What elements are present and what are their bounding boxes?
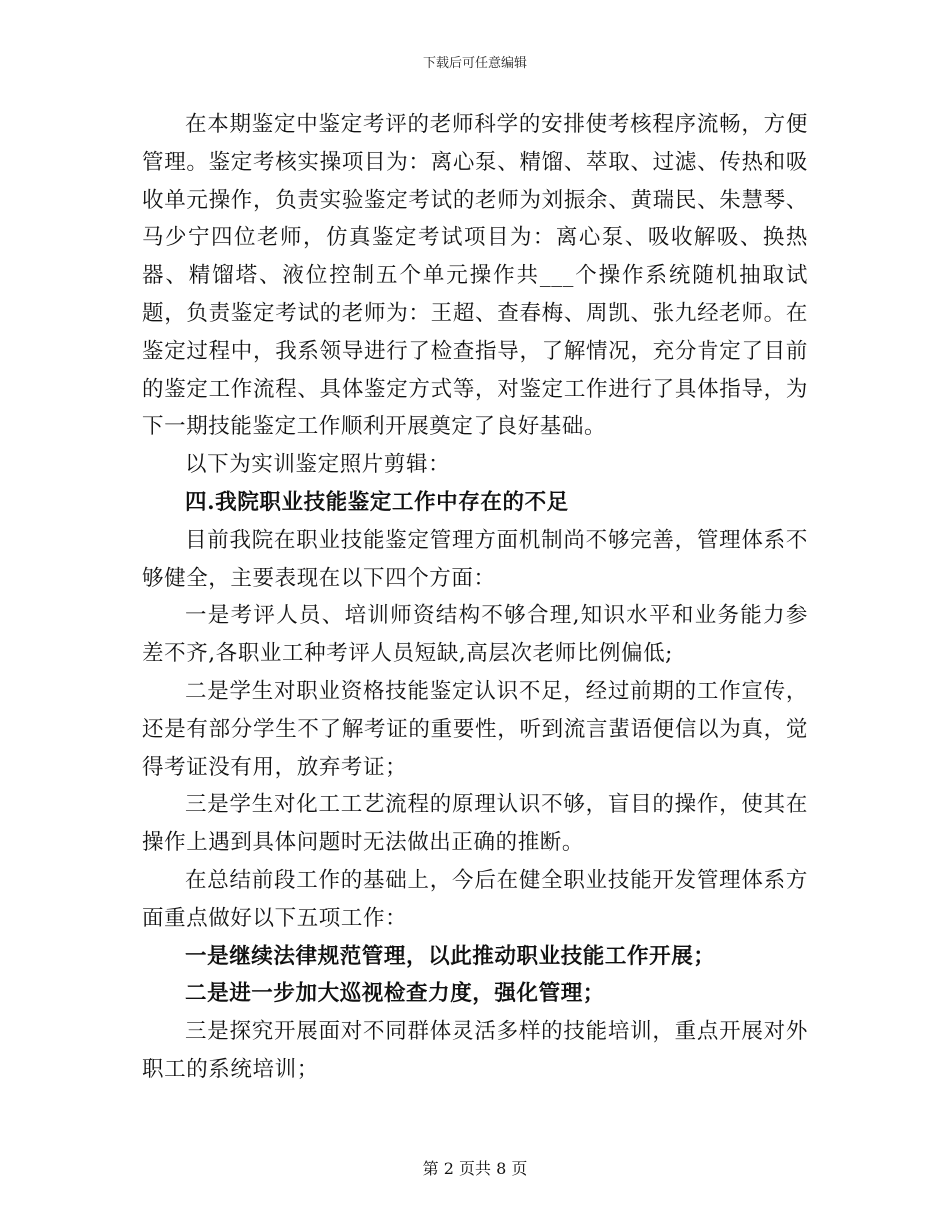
paragraph-future-work-intro: 在总结前段工作的基础上，今后在健全职业技能开发管理体系方面重点做好以下五项工作： [142,867,808,931]
paragraph-exam-arrangement: 在本期鉴定中鉴定考评的老师科学的安排使考核程序流畅，方便管理。鉴定考核实操项目为：离心泵、精馏、萃取、过滤、传热和吸收单元操作，负责实验鉴定考试的老师为刘振余、黄瑞民、朱慧琴、马少宁四位老师，仿真鉴定考试项目为：离心泵、吸收解吸、换热器、精馏塔、液位控制五个单元操作共___个操作系统随机抽取试题，负责鉴定考试的老师为：王超、查春梅、周凯、张九经老师。在鉴定过程中，我系领导进行了检查指导，了解情况，充分肯定了目前的鉴定工作流程、具体鉴定方式等，对鉴定工作进行了具体指导，为下一期技能鉴定工作顺利开展奠定了良好基础。 [142,112,808,440]
paragraph-task-one: 一是继续法律规范管理，以此推动职业技能工作开展； [185,943,716,969]
header-note: 下载后可任意编辑 [422,56,527,71]
section-heading-shortcomings: 四.我院职业技能鉴定工作中存在的不足 [185,489,569,515]
document-body [142,106,808,1089]
paragraph-shortcomings-intro: 目前我院在职业技能鉴定管理方面机制尚不够完善，管理体系不够健全，主要表现在以下四个方面： [142,527,808,591]
paragraph-point-one: 一是考评人员、培训师资结构不够合理,知识水平和业务能力参差不齐,各职业工种考评人员短缺,高层次老师比例偏低; [142,603,808,667]
paragraph-point-three: 三是学生对化工工艺流程的原理认识不够，盲目的操作，使其在操作上遇到具体问题时无法做出正确的推断。 [142,792,808,856]
paragraph-point-two: 二是学生对职业资格技能鉴定认识不足，经过前期的工作宣传，还是有部分学生不了解考证的重要性，听到流言蜚语便信以为真，觉得考证没有用，放弃考证； [142,678,808,780]
page-number: 第 2 页共 8 页 [422,1159,528,1178]
paragraph-photo-caption: 以下为实训鉴定照片剪辑： [185,452,451,478]
paragraph-task-two: 二是进一步加大巡视检查力度，强化管理； [185,981,605,1007]
paragraph-task-three: 三是探究开展面对不同群体灵活多样的技能培训，重点开展对外职工的系统培训； [142,1019,808,1082]
